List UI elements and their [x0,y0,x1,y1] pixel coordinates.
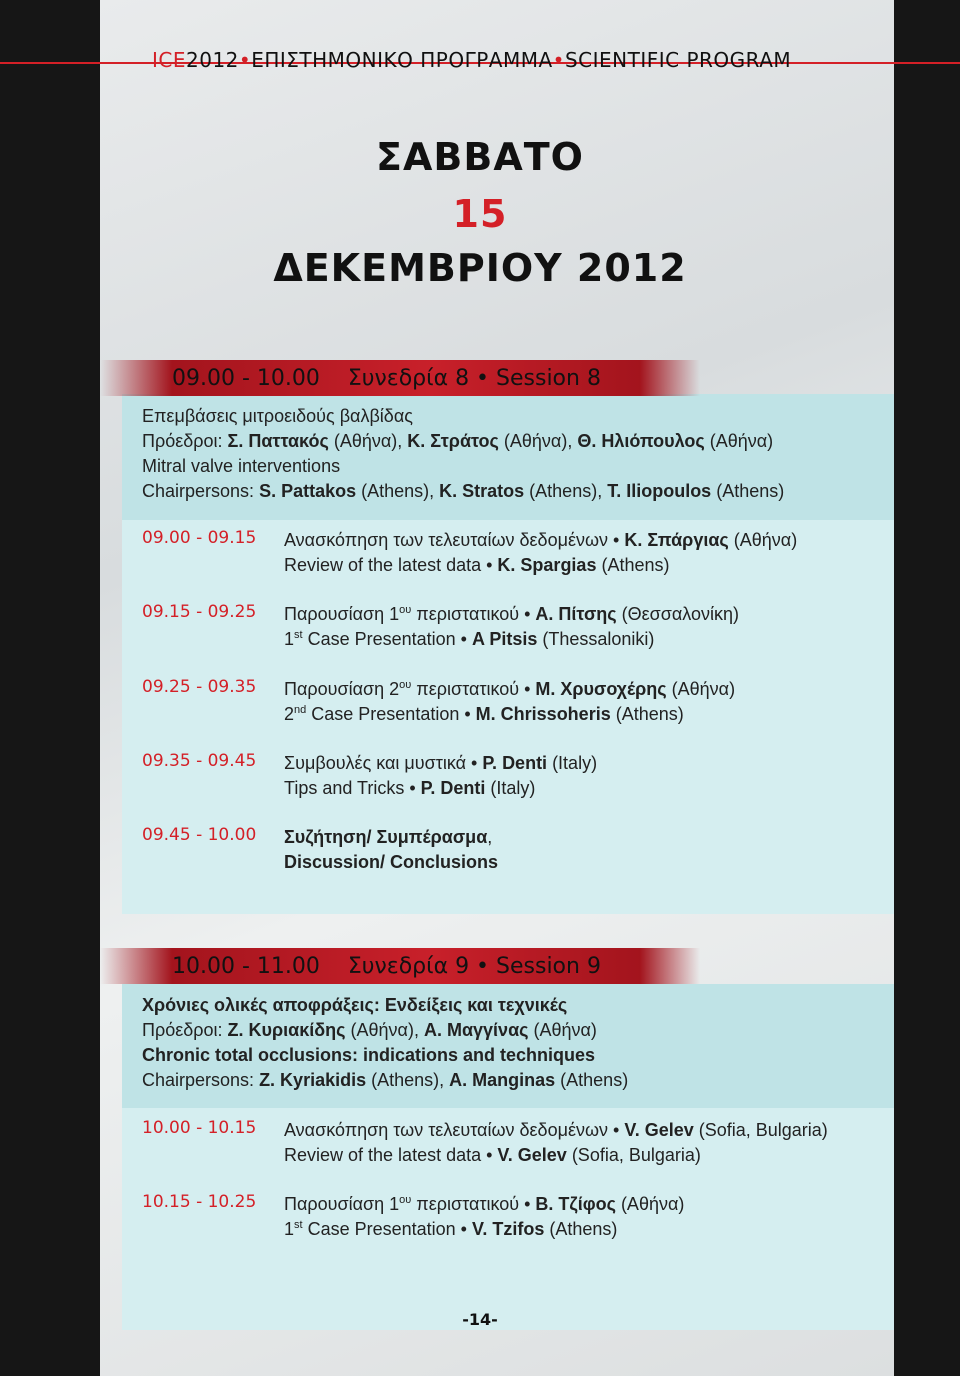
talk-details: Παρουσίαση $1^{o\upsilon}$ περιστατικού • Β. Τζίφος (Αθήνα) 1st Case Presentation • V. Tzifos (Athens) [284,1194,685,1239]
title-month: ΔΕΚΕΜΒΡΙΟΥ 2012 [273,246,687,290]
title-day: ΣΑΒΒΑΤΟ [376,135,584,179]
session-time: 10.00 - 11.00 [172,953,320,979]
talk-time: 09.15 - 09.25 [142,602,257,622]
talk-details: Ανασκόπηση των τελευταίων δεδομένων • V. Gelev (Sofia, Bulgaria) Review of the latest data • V. Gelev (Sofia, Bulgaria) [284,1120,828,1165]
talk-details: Συζήτηση/ Συμπέρασμα, Discussion/ Conclusions [284,827,499,872]
intro-greek-chairs: Πρόεδροι: Ζ. Κυριακίδης (Αθήνα), Α. Μαγγίνας (Αθήνα) [142,1020,597,1040]
session-time: 09.00 - 10.00 [172,365,320,391]
session-title: Συνεδρία 9 • Session 9 [347,953,601,979]
talk-time: 10.15 - 10.25 [142,1192,257,1212]
header-ice: ICE [152,48,186,72]
session-9-intro [142,993,628,1093]
talk-time: 10.00 - 10.15 [142,1118,257,1138]
intro-greek-chairs: Πρόεδροι: Σ. Παττακός (Αθήνα), Κ. Στράτος (Αθήνα), Θ. Ηλιόπουλος (Αθήνα) [142,431,774,451]
intro-english-title: Mitral valve interventions [142,456,341,476]
header-english: SCIENTIFIC PROGRAM [564,48,792,72]
talk-details: Συμβουλές και μυστικά • P. Denti (Italy) Tips and Tricks • P. Denti (Italy) [284,753,598,798]
intro-english-chairs: Chairpersons: Z. Kyriakidis (Athens), A. Manginas (Athens) [142,1070,629,1090]
intro-greek-title: Χρόνιες ολικές αποφράξεις: Ενδείξεις και τεχνικές [142,995,568,1015]
page-number: -14- [462,1310,498,1329]
talk-details: Παρουσίαση $1^{o\upsilon}$ περιστατικού • Α. Πίτσης (Θεσσαλονίκη) 1st Case Presentation • A Pitsis (Thessaloniki) [284,604,739,649]
header-separator: • [552,48,565,72]
session-9-bar [100,948,700,984]
header-year: 2012 [186,48,239,72]
intro-english-chairs: Chairpersons: S. Pattakos (Athens), K. Stratos (Athens), T. Iliopoulos (Athens) [142,481,785,501]
intro-english-title: Chronic total occlusions: indications and techniques [142,1045,596,1065]
session-8-intro [142,404,784,504]
header-separator: • [238,48,252,72]
talk-time: 09.45 - 10.00 [142,825,257,845]
talk-details: Ανασκόπηση των τελευταίων δεδομένων • Κ. Σπάργιας (Αθήνα) Review of the latest data • K. Spargias (Athens) [284,530,798,575]
intro-greek-title: Επεμβάσεις μιτροειδούς βαλβίδας [142,406,413,426]
title-date-number: 15 [452,192,508,236]
session-title: Συνεδρία 8 • Session 8 [347,365,601,391]
talk-time: 09.25 - 09.35 [142,677,257,697]
header-greek: ΕΠΙΣΤΗΜΟΝΙΚΟ ΠΡΟΓΡΑΜΜΑ [251,48,553,72]
talk-details: Παρουσίαση $2^{o\upsilon}$ περιστατικού • Μ. Χρυσοχέρης (Αθήνα) 2nd Case Presentation • M. Chrissoheris (Athens) [284,679,736,724]
session-8-bar [100,360,700,396]
header-title [148,48,795,72]
talk-time: 09.35 - 09.45 [142,751,257,771]
talk-time: 09.00 - 09.15 [142,528,257,548]
